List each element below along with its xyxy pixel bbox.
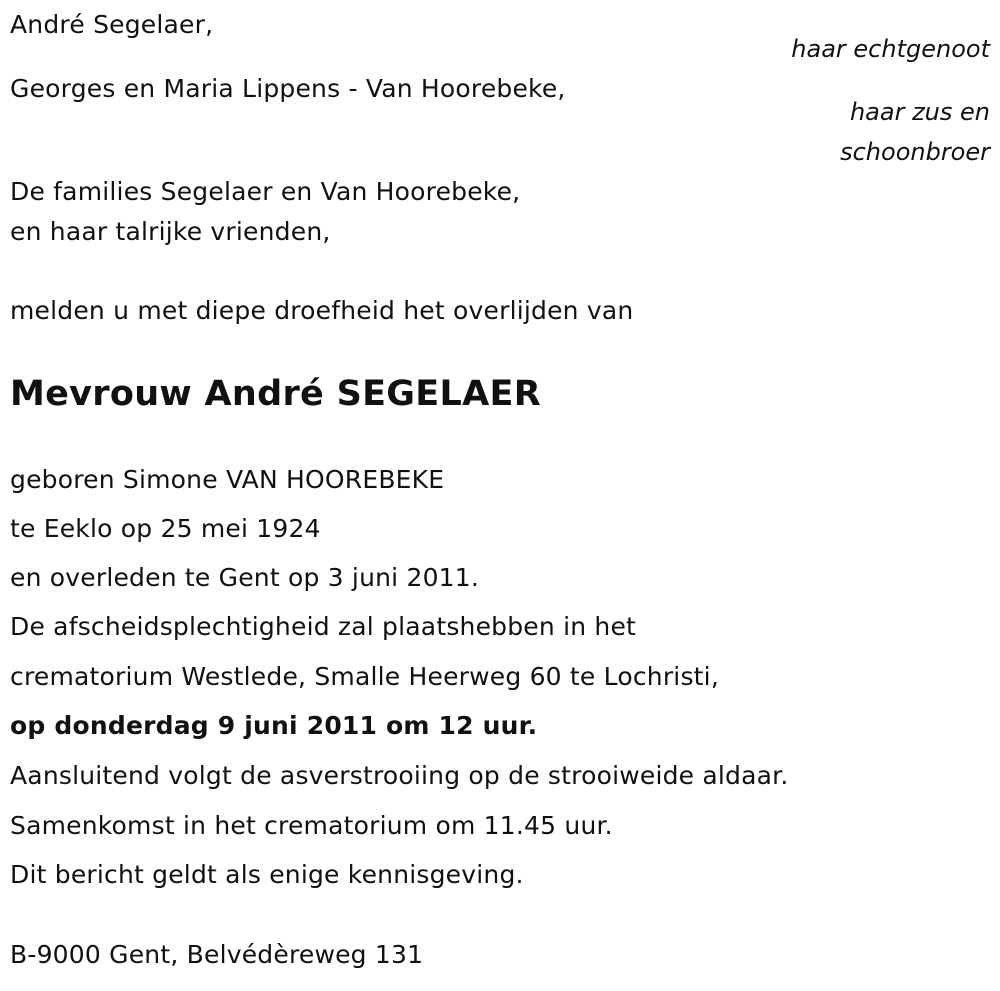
birth-line: te Eeklo op 25 mei 1924 — [10, 514, 321, 543]
sibling-relation-line1: haar zus en — [849, 98, 990, 126]
spouse-relation: haar echtgenoot — [791, 35, 990, 63]
born-as-line: geboren Simone VAN HOOREBEKE — [10, 465, 445, 494]
scattering-line: Aansluitend volgt de asverstrooiing op de strooiweide aldaar. — [10, 761, 789, 790]
sibling-names: Georges en Maria Lippens - Van Hoorebeke, — [10, 74, 566, 103]
ceremony-datetime: op donderdag 9 juni 2011 om 12 uur. — [10, 711, 538, 740]
sibling-relation-line2: schoonbroer — [840, 138, 990, 166]
deceased-name: Mevrouw André SEGELAER — [10, 374, 541, 414]
announcement-line: melden u met diepe droefheid het overlijden van — [10, 296, 634, 325]
notice-line: Dit bericht geldt als enige kennisgeving. — [10, 860, 524, 889]
spouse-name: André Segelaer, — [10, 10, 214, 39]
address-line: B-9000 Gent, Belvédèreweg 131 — [10, 940, 424, 969]
gathering-line: Samenkomst in het crematorium om 11.45 uur. — [10, 811, 613, 840]
ceremony-line: De afscheidsplechtigheid zal plaatshebben in het — [10, 612, 637, 641]
friends-line: en haar talrijke vrienden, — [10, 217, 331, 246]
death-line: en overleden te Gent op 3 juni 2011. — [10, 563, 480, 592]
families-line: De families Segelaer en Van Hoorebeke, — [10, 177, 521, 206]
ceremony-location: crematorium Westlede, Smalle Heerweg 60 te Lochristi, — [10, 662, 719, 691]
